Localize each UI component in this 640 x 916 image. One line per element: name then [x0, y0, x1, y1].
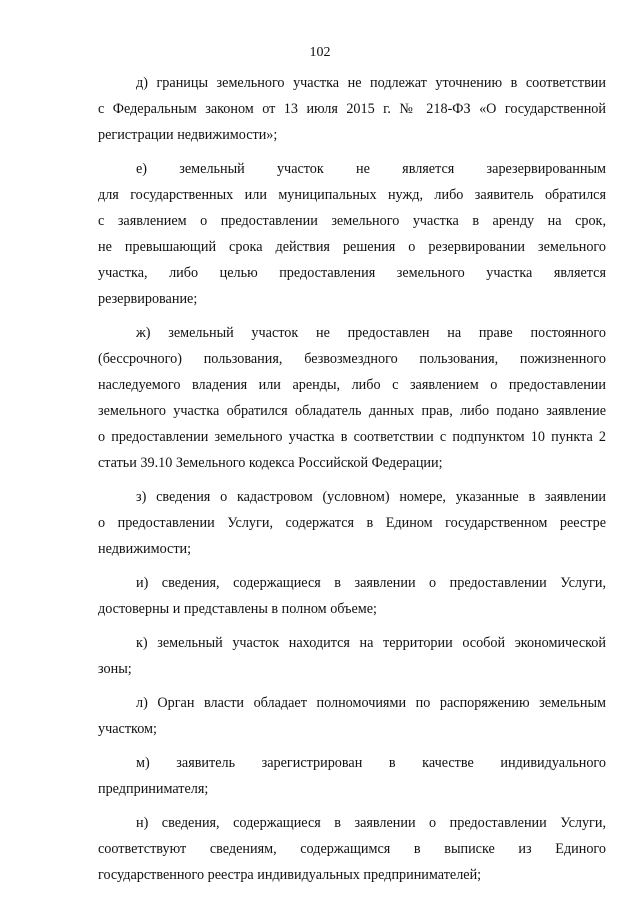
text-line: для государственных или муниципальных нужд, либо заявитель обратился — [98, 187, 606, 203]
text-line: государственного реестра индивидуальных предпринимателей; — [98, 867, 482, 883]
paragraph-d — [98, 70, 606, 148]
text-line: и) сведения, содержащиеся в заявлении о предоставлении Услуги, — [136, 575, 606, 591]
text-line: е) земельный участок не является зарезервированным — [136, 161, 606, 177]
text-line: резервирование; — [98, 291, 198, 307]
text-line: о предоставлении Услуги, содержатся в Едином государственном реестре — [98, 515, 606, 531]
paragraph-i — [98, 570, 606, 622]
text-line: не превышающий срока действия решения о резервировании земельного — [98, 239, 606, 255]
paragraph-zh — [98, 320, 606, 476]
document-body — [98, 70, 606, 896]
text-line: ж) земельный участок не предоставлен на праве постоянного — [136, 325, 606, 341]
text-line: недвижимости; — [98, 541, 192, 557]
paragraph-m — [98, 750, 606, 802]
text-line: о предоставлении земельного участка в соответствии с подпунктом 10 пункта 2 — [98, 429, 606, 445]
text-line: с Федеральным законом от 13 июля 2015 г. № 218-ФЗ «О государственной — [98, 101, 606, 117]
text-line: д) границы земельного участка не подлежат уточнению в соответствии — [136, 75, 606, 91]
paragraph-k — [98, 630, 606, 682]
text-line: м) заявитель зарегистрирован в качестве индивидуального — [136, 755, 606, 771]
text-line: предпринимателя; — [98, 781, 209, 797]
page-number: 102 — [309, 45, 331, 60]
paragraph-z — [98, 484, 606, 562]
text-line: соответствуют сведениям, содержащимся в выписке из Единого — [98, 841, 606, 857]
text-line: н) сведения, содержащиеся в заявлении о предоставлении Услуги, — [136, 815, 606, 831]
paragraph-e — [98, 156, 606, 312]
text-line: участка, либо целью предоставления земельного участка является — [98, 265, 606, 281]
text-line: статьи 39.10 Земельного кодекса Российской Федерации; — [98, 455, 443, 471]
text-line: (бессрочного) пользования, безвозмездного пользования, пожизненного — [98, 351, 606, 367]
paragraph-l — [98, 690, 606, 742]
text-line: достоверны и представлены в полном объеме; — [98, 601, 378, 617]
text-line: з) сведения о кадастровом (условном) номере, указанные в заявлении — [136, 489, 606, 505]
text-line: л) Орган власти обладает полномочиями по распоряжению земельным — [136, 695, 606, 711]
text-line: зоны; — [98, 661, 132, 677]
text-line: с заявлением о предоставлении земельного участка в аренду на срок, — [98, 213, 606, 229]
text-line: наследуемого владения или аренды, либо с заявлением о предоставлении — [98, 377, 606, 393]
text-line: к) земельный участок находится на территории особой экономической — [136, 635, 606, 651]
text-line: участком; — [98, 721, 157, 737]
text-line: земельного участка обратился обладатель данных прав, либо подано заявление — [98, 403, 606, 419]
paragraph-n — [98, 810, 606, 888]
text-line: регистрации недвижимости»; — [98, 127, 278, 143]
